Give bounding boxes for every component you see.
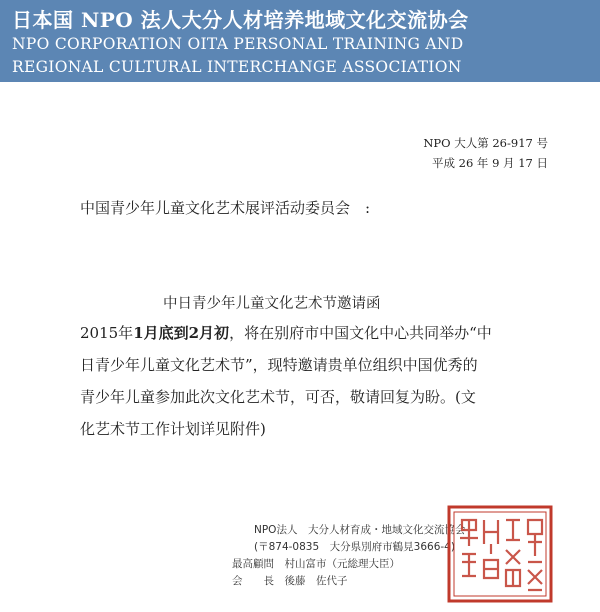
letter-body-line-1 [80,317,560,349]
letter-body-dates: 1月底到2月初 [133,324,230,342]
letter-body-line-2: 日青少年儿童文化艺术节”，现特邀请贵单位组织中国优秀的 [80,356,478,374]
letter-title: 中日青少年儿童文化艺术节邀请函 [163,296,381,312]
addressee: 中国青少年儿童文化艺术展评活动委员会 : [80,199,371,217]
header-title-en-line1: NPO CORPORATION OITA PERSONAL TRAINING AND [12,35,464,53]
header-title-en-line2: REGIONAL CULTURAL INTERCHANGE ASSOCIATION [12,58,462,76]
reference-date: 平成 26 年 9 月 17 日 [431,156,548,170]
footer-org: NPO法人 大分人材育成・地域文化交流協会 [254,524,466,536]
footer-address: (〒874-0835 大分県別府市鶴見3666-4) [254,541,455,553]
official-seal-stamp [446,504,554,604]
signature-block [232,522,465,590]
letter-body-line-4: 化艺术节工作计划详见附件) [80,420,266,438]
letter-body [80,317,560,445]
letter-body-line-3: 青少年儿童参加此次文化艺术节，可否，敬请回复为盼。(文 [80,388,476,406]
reference-block [423,133,548,173]
letter-body-line-1-prefix: 2015年 [80,324,134,342]
footer-president: 会 長 後藤 佐代子 [232,575,348,587]
header-banner [0,0,600,82]
header-title-cn: 日本国 NPO 法人大分人材培养地域文化交流协会 [12,8,469,32]
reference-number: NPO 大人第 26-917 号 [423,136,548,150]
letter-body-line-1-suffix: ，将在别府市中国文化中心共同举办“中 [229,324,492,342]
footer-advisor: 最高顧問 村山富市（元総理大臣） [232,558,400,570]
